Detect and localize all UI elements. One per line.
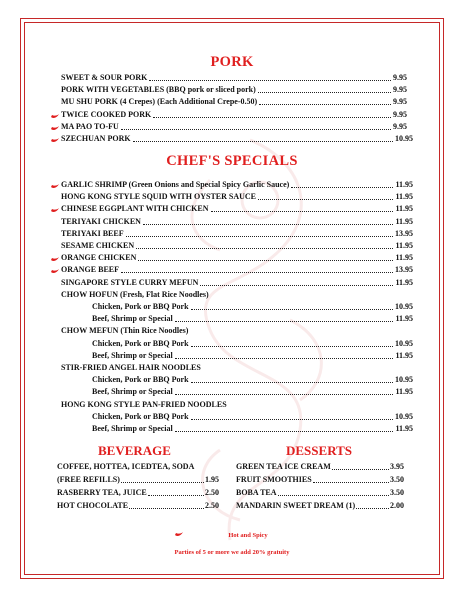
section-title-beverage: BEVERAGE <box>98 443 171 458</box>
item-price: 2.50 <box>205 488 219 497</box>
menu-item-pork <box>61 134 413 144</box>
menu-item-dessert <box>236 475 404 485</box>
item-name: CHOW MEFUN (Thin Rice Noodles) <box>61 326 189 336</box>
pepper-icon <box>50 256 60 262</box>
section-title-chefs-specials: CHEF'S SPECIALS <box>166 153 298 169</box>
menu-item-chefs-special <box>61 229 413 239</box>
item-price: 11.95 <box>395 424 413 433</box>
item-name: SZECHUAN PORK <box>61 134 131 143</box>
dot-leader <box>148 494 204 496</box>
item-name: PORK WITH VEGETABLES (BBQ pork or sliced pork) <box>61 85 256 95</box>
item-price: 3.50 <box>390 488 404 497</box>
item-name: ORANGE CHICKEN <box>61 253 137 263</box>
item-price: 11.95 <box>395 277 413 287</box>
item-name: Chicken, Pork or BBQ Pork <box>92 411 189 421</box>
pepper-icon <box>50 113 60 119</box>
noodle-option <box>92 424 413 434</box>
menu-item-beverage <box>57 501 219 511</box>
menu-item-chefs-special <box>61 180 413 190</box>
menu-item-pork <box>61 110 407 120</box>
dot-leader <box>121 128 391 130</box>
menu-item-dessert <box>236 462 404 472</box>
dot-leader <box>356 507 389 509</box>
dot-leader <box>129 507 204 509</box>
item-name: CHINESE EGGPLANT WITH CHICKEN <box>61 204 209 214</box>
noodle-option <box>92 351 413 361</box>
menu-item-chefs-special <box>61 241 413 251</box>
dot-leader <box>175 393 394 395</box>
item-name: TERIYAKI BEEF <box>61 228 124 238</box>
dot-leader <box>278 494 389 496</box>
dot-leader <box>143 223 393 225</box>
menu-item-pork <box>61 122 407 132</box>
dot-leader <box>200 284 393 286</box>
item-name: ORANGE BEEF <box>61 265 120 275</box>
item-price: 3.95 <box>390 462 404 471</box>
item-price: 9.95 <box>393 109 407 119</box>
item-name: Chicken, Pork or BBQ Pork <box>92 302 189 311</box>
dot-leader <box>175 430 394 432</box>
item-name: MANDARIN SWEET DREAM (1) <box>236 501 356 510</box>
item-name: SESAME CHICKEN <box>61 241 135 250</box>
item-name: HOT CHOCOLATE <box>57 501 129 510</box>
item-price: 9.95 <box>393 121 407 131</box>
noodle-group-heading <box>61 326 407 336</box>
dot-leader <box>191 308 393 310</box>
item-price: 10.95 <box>395 338 413 348</box>
dot-leader <box>126 235 393 237</box>
dot-leader <box>149 79 391 81</box>
dot-leader <box>133 140 393 142</box>
dot-leader <box>259 103 391 105</box>
item-name: GARLIC SHRIMP (Green Onions and Special Spicy Garlic Sauce) <box>61 180 290 189</box>
beverage-line1 <box>57 462 219 472</box>
dot-leader <box>138 259 393 261</box>
dot-leader <box>153 116 391 118</box>
item-name: TWICE COOKED PORK <box>61 109 152 119</box>
item-price: 10.95 <box>395 302 413 311</box>
dot-leader <box>258 91 391 93</box>
noodle-option <box>92 302 413 312</box>
menu-item-chefs-special <box>61 278 413 288</box>
item-name: SWEET & SOUR PORK <box>61 73 148 82</box>
menu-item-chefs-special <box>61 253 413 263</box>
item-price: 9.95 <box>393 73 407 82</box>
dot-leader <box>332 468 389 470</box>
item-name: FRUIT SMOOTHIES <box>236 475 312 484</box>
noodle-option <box>92 387 413 397</box>
noodle-group-heading <box>61 290 407 300</box>
dot-leader <box>291 186 393 188</box>
item-name: Beef, Shrimp or Special <box>92 350 173 360</box>
item-name: Chicken, Pork or BBQ Pork <box>92 338 189 348</box>
item-price: 9.95 <box>393 85 407 95</box>
item-price: 2.00 <box>390 501 404 510</box>
dot-leader <box>175 320 394 322</box>
item-name: RASBERRY TEA, JUICE <box>57 488 147 497</box>
pepper-icon <box>50 268 60 274</box>
item-name: MA PAO TO-FU <box>61 121 119 131</box>
dot-leader <box>121 481 204 483</box>
item-name: Beef, Shrimp or Special <box>92 387 173 397</box>
menu-item-pork <box>61 85 407 95</box>
item-name: Beef, Shrimp or Special <box>92 314 173 324</box>
noodle-option <box>92 412 413 422</box>
section-title-desserts: DESSERTS <box>286 443 353 458</box>
item-price: 3.50 <box>390 475 404 484</box>
noodle-option <box>92 314 413 324</box>
item-price: 11.95 <box>395 387 413 397</box>
menu-item-dessert <box>236 501 404 511</box>
item-name: HONG KONG STYLE SQUID WITH OYSTER SAUCE <box>61 192 257 202</box>
pepper-icon <box>50 125 60 131</box>
item-name: SINGAPORE STYLE CURRY MEFUN <box>61 277 199 287</box>
item-price: 11.95 <box>395 204 413 214</box>
dot-leader <box>313 481 389 483</box>
dot-leader <box>191 381 393 383</box>
item-price: 13.95 <box>395 228 413 238</box>
item-price: 11.95 <box>395 350 413 360</box>
section-title-pork: PORK <box>210 54 254 70</box>
noodle-group-heading <box>61 400 407 410</box>
item-price: 11.95 <box>395 192 413 202</box>
item-name: STIR-FRIED ANGEL HAIR NOODLES <box>61 363 201 372</box>
item-price: 10.95 <box>395 411 413 421</box>
item-name: CHOW HOFUN (Fresh, Flat Rice Noodles) <box>61 289 209 299</box>
item-price: 10.95 <box>395 134 413 143</box>
dot-leader <box>258 198 393 200</box>
menu-item-pork <box>61 73 407 83</box>
beverage-line1-text: COFFEE, HOTTEA, ICEDTEA, SODA <box>57 462 195 471</box>
menu-item-dessert <box>236 488 404 498</box>
menu-item-chefs-special <box>61 217 413 227</box>
item-name: Beef, Shrimp or Special <box>92 424 173 433</box>
hot-and-spicy-legend: Hot and Spicy <box>228 532 268 539</box>
dot-leader <box>191 418 393 420</box>
dot-leader <box>121 271 393 273</box>
beverage-line2 <box>57 475 219 485</box>
item-name: TERIYAKI CHICKEN <box>61 216 141 226</box>
dot-leader <box>211 210 394 212</box>
item-price: 9.95 <box>393 97 407 107</box>
item-price: 11.95 <box>395 241 413 250</box>
menu-item-beverage <box>57 488 219 498</box>
pepper-icon <box>50 183 60 189</box>
noodle-group-heading <box>61 363 407 373</box>
menu-item-chefs-special <box>61 204 413 214</box>
pepper-icon <box>50 137 60 143</box>
item-price: 2.50 <box>205 501 219 510</box>
beverage-line2-text: (FREE REFILLS) <box>57 475 120 484</box>
item-name: HONG KONG STYLE PAN-FRIED NOODLES <box>61 399 227 409</box>
menu-item-chefs-special <box>61 192 413 202</box>
item-price: 11.95 <box>395 216 413 226</box>
item-price: 13.95 <box>395 265 413 275</box>
item-price: 10.95 <box>395 375 413 385</box>
pepper-icon <box>50 207 60 213</box>
item-name: MU SHU PORK (4 Crepes) (Each Additional Crepe-0.50) <box>61 97 258 107</box>
menu-item-pork <box>61 97 407 107</box>
item-name: GREEN TEA ICE CREAM <box>236 462 331 471</box>
gratuity-note: Parties of 5 or more we add 20% gratuity <box>174 549 290 556</box>
item-price: 11.95 <box>395 314 413 324</box>
item-price: 11.95 <box>395 253 413 263</box>
item-name: Chicken, Pork or BBQ Pork <box>92 375 189 385</box>
noodle-option <box>92 339 413 349</box>
item-price: 11.95 <box>395 180 413 189</box>
menu-item-chefs-special <box>61 265 413 275</box>
beverage-line2-price: 1.95 <box>205 475 219 484</box>
item-name: BOBA TEA <box>236 488 277 497</box>
dot-leader <box>136 247 393 249</box>
dot-leader <box>175 357 394 359</box>
noodle-option <box>92 375 413 385</box>
dot-leader <box>191 345 393 347</box>
